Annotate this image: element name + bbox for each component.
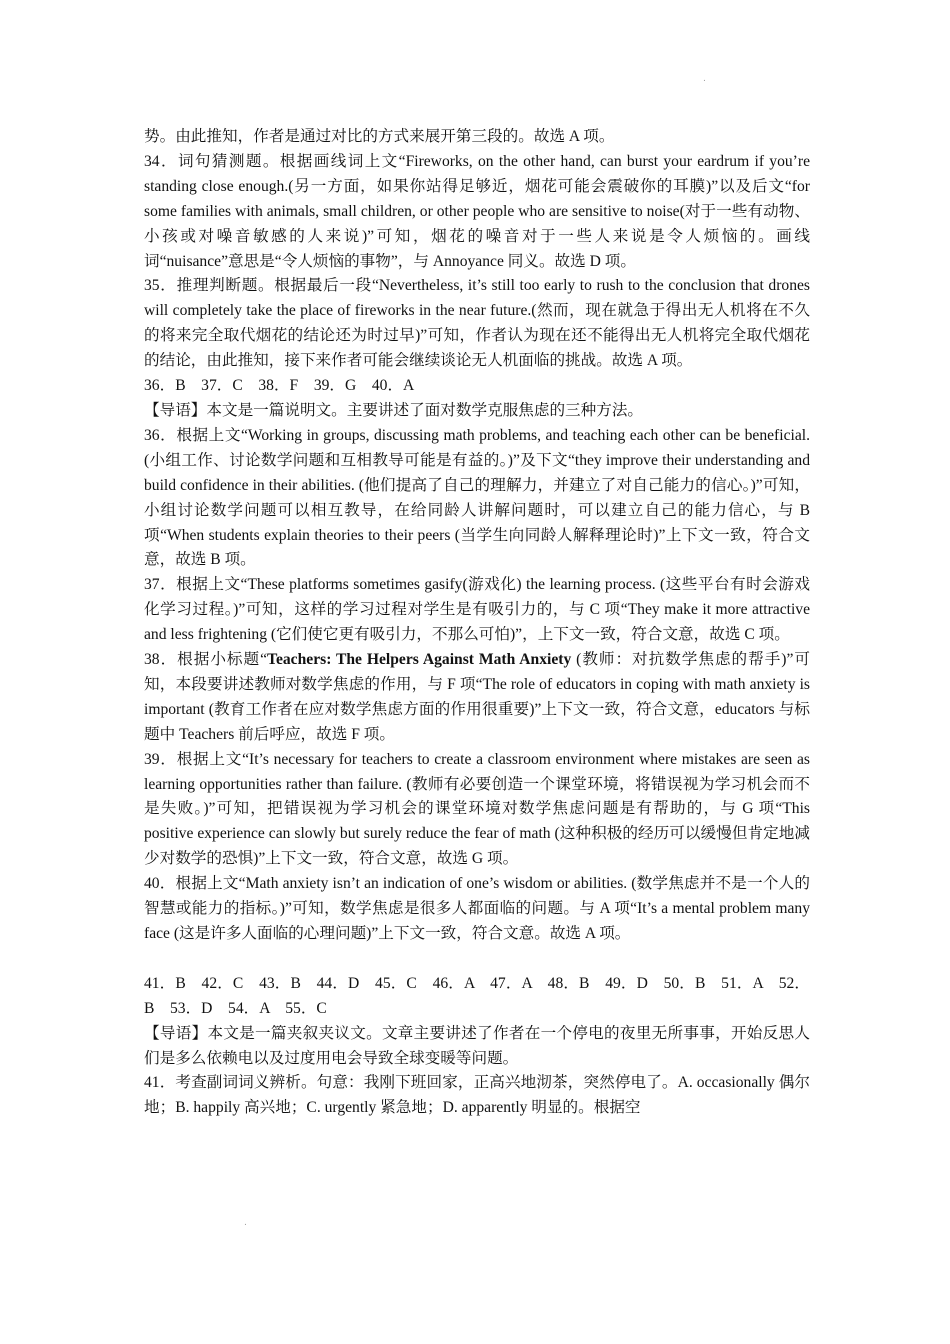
header-mark: .	[703, 74, 706, 84]
paragraph-q39: 39．根据上文“It’s necessary for teachers to create a classroom environment where mistakes are seen as learning opportunities rather than failure. (教师有必要创造一个课堂环境，将错误视为学习机会而不是失败。)”可知，把错误视为学习机会的课堂环境对数学焦虑问题是有帮助的，与 G 项“This positive experience can slowly but surely reduce the fear of math (这种积极的经历可以缓慢但肯定地减少对数学的恐惧)”上下文一致，符合文意，故选 G 项。	[144, 750, 810, 868]
intro-36-40: 【导语】本文是一篇说明文。主要讲述了面对数学克服焦虑的三种方法。	[144, 401, 644, 419]
answer-explanation-text	[144, 125, 810, 1217]
paragraph-q40: 40．根据上文“Math anxiety isn’t an indication of one’s wisdom or abilities. (数学焦虑并不是一个人的智慧或能力的指标。)”可知，数学焦虑是很多人都面临的问题。与 A 项“It’s a mental problem many face (这是许多人面临的心理问题)”上下文一致，符合文意。故选 A 项。	[144, 875, 810, 942]
footer-mark: .	[244, 1218, 247, 1228]
paragraph-continuation: 势。由此推知，作者是通过对比的方式来展开第三段的。故选 A 项。	[144, 128, 615, 145]
paragraph-q36: 36．根据上文“Working in groups, discussing math problems, and teaching each other can be beneficial. (小组工作、讨论数学问题和互相教导可能是有益的。)”及下文“they improve their understanding and build confidence in their abilities. (他们提高了自己的理解力，并建立了对自己能力的信心。)”可知，小组讨论数学问题可以相互教导，在给同龄人讲解问题时，可以建立自己的能力信心，与 B 项“When students explain theories to their peers (当学生向同龄人解释理论时)”上下文一致，符合文意，故选 B 项。	[144, 426, 810, 569]
blank-line	[144, 947, 810, 972]
paragraph-q37: 37．根据上文“These platforms sometimes gasify(游戏化) the learning process. (这些平台有时会游戏化学习过程。)”可知，这样的学习过程对学生是有吸引力的，与 C 项“They make it more attractive and less frightening (它们使它更有吸引力，不那么可怕)”，上下文一致，符合文意，故选 C 项。	[144, 576, 810, 644]
paragraph-q38	[144, 648, 810, 748]
answers-41-55: 41．B 42．C 43．B 44．D 45．C 46．A 47．A 48．B 49．D 50．B 51．A 52．B 53．D 54．A 55．C	[144, 974, 810, 1017]
q38-lead: 38．根据小标题“	[144, 651, 267, 669]
paragraph-q35: 35．推理判断题。根据最后一段“Nevertheless, it’s still too early to rush to the conclusion that drones will completely take the place of fireworks in the near future.(然而，现在就急于得出无人机将在不久的将来完全取代烟花的结论还为时过早)”可知，作者认为现在还不能得出无人机将完全取代烟花的结论，由此推知，接下来作者可能会继续谈论无人机面临的挑战。故选 A 项。	[144, 277, 810, 370]
paragraph-q41: 41．考查副词词义辨析。句意：我刚下班回家，正高兴地沏茶，突然停电了。A. occasionally 偶尔地；B. happily 高兴地；C. urgently 紧急地；D. apparently 明显的。根据空	[144, 1074, 810, 1117]
q38-rest: (教师：对抗数学焦虑的帮手)”可知，本段要讲述教师对数学焦虑的作用，与 F 项“The role of educators in coping with math anxiety is important (教育工作者在应对数学焦虑方面的作用很重要)”上下文一致，符合文意，educators 与标题中 Teachers 前后呼应，故选 F 项。	[144, 651, 810, 743]
paragraph-q34: 34．词句猜测题。根据画线词上文“Fireworks, on the other hand, can burst your eardrum if you’re standing close enough.(另一方面，如果你站得足够近，烟花可能会震破你的耳膜)”以及后文“for some families with animals, small children, or other people who are sensitive to noise(对于一些有动物、小孩或对噪音敏感的人来说)”可知，烟花的噪音对于一些人来说是令人烦恼的。画线词“nuisance”意思是“令人烦恼的事物”，与 Annoyance 同义。故选 D 项。	[144, 152, 810, 270]
answers-36-40: 36．B 37．C 38．F 39．G 40．A	[144, 377, 415, 395]
q38-subtitle: Teachers: The Helpers Against Math Anxiety	[267, 651, 572, 669]
intro-41-55: 【导语】本文是一篇夹叙夹议文。文章主要讲述了作者在一个停电的夜里无所事事，开始反思人们是多么依赖电以及过度用电会导致全球变暖等问题。	[144, 1024, 810, 1067]
